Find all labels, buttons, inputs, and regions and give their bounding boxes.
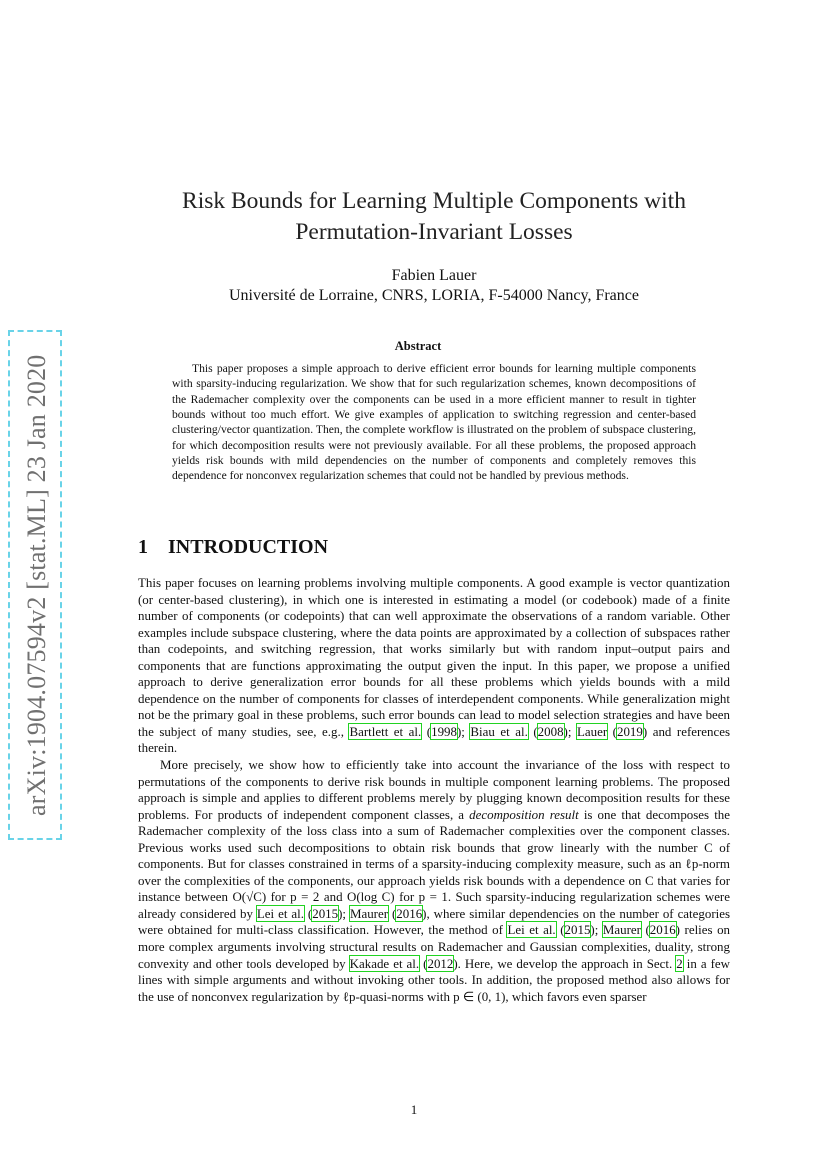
paper-title — [100, 186, 768, 248]
citation-link[interactable]: Maurer — [349, 905, 389, 921]
paragraph-text: in a few lines with simple arguments and without invoking other tools. In addition, the proposed method also allows for the use of nonconvex regularization by ℓp-quasi-norms with p ∈ (0, 1), which favors even sparser — [138, 955, 731, 1004]
citation-year-link[interactable]: 2012 — [427, 955, 454, 971]
citation-link[interactable]: Lei et al. — [256, 905, 304, 921]
section-number: 1 — [138, 536, 148, 558]
paragraph-2: More precisely, we show how to efficiently take into account the invariance of the loss with respect to permutations of the components to derive risk bounds in multiple component learning problems. The proposed approach is simple and applies to different problems merely by plugging known decomposition results for these problems. For products of independent component classes, a decomposition result is one that decomposes the Rademacher complexity of the loss class into a sum of Rademacher complexities over the component classes. Previous works used such decompositions to obtain risk bounds that grow linearly with the number C of components. But for classes constrained in terms of a sparsity-inducing complexity measure, such as an ℓp-norm over the complexities of the components, our approach yields risk bounds with a dependence on C that varies for instance between O(√C) for p = 2 and O(log C) for p = 1. Such sparsity-inducing regularization schemes were already considered by Lei et al. (2015); Maurer (2016), where similar dependencies on the number of categories were obtained for multi-class classification. However, the method of Lei et al. (2015); Maurer (2016) relies on more complex arguments involving structural results on Rademacher and Gaussian complexities, duality, strong convexity and other tools developed by Kakade et al. (2012). Here, we develop the approach in Sect. 2 in a few lines with simple arguments and without invoking other tools. In addition, the proposed method also allows for the use of nonconvex regularization by ℓp-quasi-norms with p ∈ (0, 1), which favors even sparser — [138, 757, 731, 1004]
author-name: Fabien Lauer — [391, 267, 477, 284]
paragraph-text: ) relies on more complex arguments involving structural results on Rademacher and Gaussian complexities, duality, strong convexity and other tools developed by — [138, 922, 731, 971]
emphasis-text: decomposition result — [469, 806, 579, 822]
author-block — [100, 266, 768, 306]
citation-link[interactable]: Maurer — [602, 922, 641, 938]
paragraph-text: More precisely, we show how to efficiently take into account the invariance of the loss with respect to permutations of the components to derive risk bounds in multiple component learning problems. The proposed approach is simple and applies to different problems merely by plugging known decomposition results for these problems. For products of independent component classes, a — [138, 757, 730, 822]
paragraph-text: is one that decomposes the Rademacher complexity of the loss class into a sum of Rademacher complexities over the component classes. Previous works used such decompositions to obtain risk bounds that grow linearly with the number C of components. But for classes constrained in terms of a sparsity-inducing complexity measure, such as an ℓp-norm over the complexities of the components, our approach yields risk bounds with a dependence on C that varies for instance between O(√C) for p = 2 and O(log C) for p = 1. Such sparsity-inducing regularization schemes were already considered by — [138, 806, 730, 921]
arxiv-identifier: arXiv:1904.07594v2 [stat.ML] 23 Jan 2020 — [8, 330, 62, 840]
paragraph-text: This paper focuses on learning problems involving multiple components. A good example is vector quantization (or center-based clustering), in which one is interested in estimating a model (or codebook) made of a finite number of components (or codepoints) that can well approximate the observations of a random variable. Other examples include subspace clustering, where the data points are approximated by a collection of subspaces rather than codepoints, and switching regression, that works similarly but with random input–output pairs and components that are functions approximating the output given the input. In this paper, we propose a unified approach to derive generalization error bounds for all these problems which yields bounds with a mild dependence on the number of components for classes of interdependent components. While generalization might not be the primary goal in these problems, such error bounds can lead to model selection strategies and have been the subject of many studies, see, e.g., — [138, 575, 730, 739]
paragraph-1: This paper focuses on learning problems involving multiple components. A good example is vector quantization (or center-based clustering), in which one is interested in estimating a model (or codebook) made of a finite number of components (or codepoints) that can well approximate the observations of a random variable. Other examples include subspace clustering, where the data points are approximated by a collection of subspaces rather than codepoints, and switching regression, that works similarly but with random input–output pairs and components that are functions approximating the output given the input. In this paper, we propose a unified approach to derive generalization error bounds for all these problems which yields bounds with a mild dependence on the number of components for classes of interdependent components. While generalization might not be the primary goal in these problems, such error bounds can lead to model selection strategies and have been the subject of many studies, see, e.g., Bartlett et al. (1998); Biau et al. (2008); Lauer (2019) and references therein. — [138, 575, 731, 756]
title-line-1: Risk Bounds for Learning Multiple Components with — [182, 188, 686, 214]
citation-year-link[interactable]: 2019 — [616, 723, 643, 739]
citation-year-link[interactable]: 2015 — [564, 922, 591, 938]
paragraph-text: ). Here, we develop the approach in Sect. — [453, 955, 677, 971]
citation-link[interactable]: Lauer — [576, 723, 608, 739]
body-text — [138, 575, 730, 1005]
citation-year-link[interactable]: 2016 — [396, 905, 423, 921]
abstract-text: This paper proposes a simple approach to derive efficient error bounds for learning multiple components with sparsity-inducing regularization. We show that for such regularization schemes, known decompositions of the Rademacher complexity over the components can be used in a more efficient manner to result in tighter bounds without too much effort. We give examples of application to switching regression and center-based clustering/vector quantization. Then, the complete workflow is illustrated on the problem of subspace clustering, for which decomposition results were not previously available. For all these problems, the proposed approach yields risk bounds with mild dependencies on the number of components and completely removes this dependence for nonconvex regularization schemes that could not be handled by previous methods. — [172, 362, 696, 483]
paragraph-text: and references therein. — [138, 723, 731, 756]
section-reference-link[interactable]: 2 — [676, 955, 683, 971]
paragraph-text: ), where similar dependencies on the number of categories were obtained for multi-class classification. However, the method of — [138, 905, 731, 938]
citation-year-link[interactable]: 2015 — [312, 905, 339, 921]
abstract-heading: Abstract — [394, 339, 442, 353]
citation-link[interactable]: Lei et al. — [507, 922, 556, 938]
page-number: 1 — [410, 1102, 418, 1117]
citation-link[interactable]: Bartlett et al. — [349, 723, 422, 739]
citation-year-link[interactable]: 2016 — [649, 922, 676, 938]
section-title: INTRODUCTION — [168, 536, 329, 558]
citation-link[interactable]: Kakade et al. — [349, 955, 420, 971]
citation-year-link[interactable]: 2008 — [537, 723, 564, 739]
citation-link[interactable]: Biau et al. — [470, 723, 528, 739]
title-line-2: Permutation-Invariant Losses — [295, 219, 573, 245]
author-affiliation: Université de Lorraine, CNRS, LORIA, F-54000 Nancy, France — [229, 287, 639, 304]
citation-year-link[interactable]: 1998 — [431, 723, 457, 739]
section-heading — [138, 536, 328, 559]
